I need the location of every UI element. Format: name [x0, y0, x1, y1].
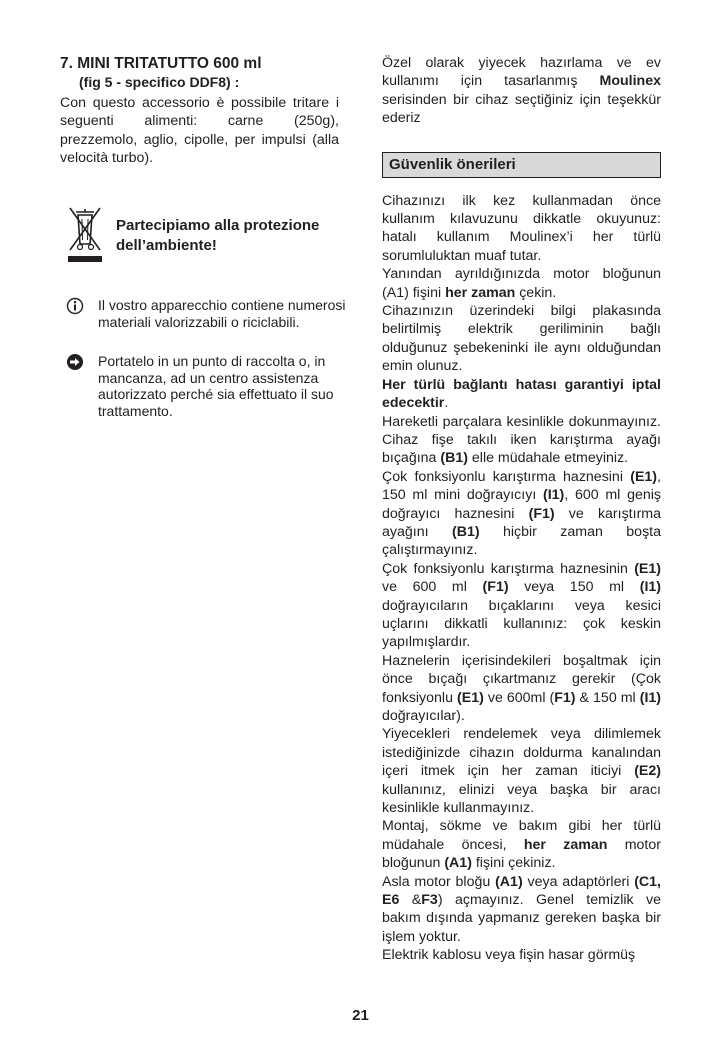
text-run: Yanından ayrıldığınızda motor bloğunun (A1) fişini	[382, 266, 661, 301]
page-number: 21	[352, 1007, 369, 1024]
bold-run: (E2)	[634, 763, 661, 780]
crossed-bin-icon	[66, 206, 104, 264]
bold-run: (I1)	[543, 487, 565, 504]
safety-paragraph	[382, 468, 661, 560]
text-run: , 600 ml geniş doğrayıcı haznesini	[382, 487, 661, 522]
text-run: &	[399, 892, 422, 909]
text-run: motor bloğunun	[382, 836, 661, 872]
text-run: veya 150 ml	[508, 579, 640, 596]
bold-run: F1)	[554, 689, 576, 706]
text-run: hiçbir zaman boşta çalıştırmayınız.	[382, 523, 661, 559]
text-run: Haznelerin içerisindekileri boşaltmak için önce bıçağı çıkartmanız gerekir (Çok fonksiyonlu	[382, 652, 661, 706]
bold-run: (A1)	[444, 855, 472, 872]
bold-run: (B1)	[440, 450, 468, 467]
safety-paragraph	[382, 725, 661, 817]
text-run: Asla motor bloğu	[382, 873, 496, 890]
safety-section-title: Güvenlik önerileri	[382, 152, 661, 178]
text-run: ve karıştırma ayağını	[382, 505, 661, 540]
text-run: Çok fonksiyonlu karıştırma haznesini	[382, 468, 631, 485]
text-run: ve 600 ml	[382, 579, 483, 596]
intro-paragraph: Con questo accessorio è possibile tritare i seguenti alimenti: carne (250g), prezzemolo, aglio, cipolle, per impulsi (alla velocità turbo).	[60, 95, 339, 167]
text-run: doğrayıcıların bıçaklarını veya kesici uçlarını dikkatli kullanınız: çok keskin yapılmışlardır.	[382, 597, 661, 651]
bold-run: (E1)	[630, 468, 658, 485]
bold-run: her zaman	[523, 836, 608, 853]
safety-paragraph	[382, 265, 661, 302]
text-run: Elektrik kablosu veya fişin hasar görmüş	[382, 947, 636, 964]
bold-run: (F1)	[482, 579, 509, 596]
text-run: , 150 ml mini doğrayıcıyı	[382, 468, 661, 504]
text-run: Hareketli parçalara kesinlikle dokunmayınız. Cihaz fişe takılı iken karıştırma ayağı bıçağına	[382, 413, 661, 467]
text-run: çekin.	[515, 284, 557, 301]
text-run: Yiyecekleri rendelemek veya dilimlemek istediğinizde cihazın doldurma kanalından içeri itmek için her zaman iticiyi	[382, 726, 661, 780]
bold-run: (C1, E6	[382, 873, 661, 909]
section-subheading: (fig 5 - specifico DDF8) :	[79, 74, 240, 90]
bold-run: F3	[421, 892, 438, 909]
bold-run: (I1)	[639, 579, 661, 596]
info-icon	[66, 297, 84, 315]
bold-run: Moulinex	[599, 73, 661, 90]
text-run: ve 600ml (	[483, 689, 555, 706]
welcome-paragraph	[382, 54, 661, 128]
bold-run: (A1)	[495, 873, 523, 890]
text-run: Cihazınızın üzerindeki bilgi plakasında belirtilmiş elektrik geriliminin bağlı olduğunuz şebekeninki ile aynı olduğundan emin olunuz.	[382, 303, 661, 375]
info-note	[66, 297, 346, 349]
environment-block	[66, 206, 346, 266]
section-heading: 7. MINI TRITATUTTO 600 ml	[60, 55, 262, 72]
bold-run: (B1)	[451, 523, 480, 540]
info-note-text: Il vostro apparecchio contiene numerosi materiali valorizzabili o riciclabili.	[98, 297, 346, 330]
right-column	[382, 54, 661, 965]
safety-paragraphs	[382, 192, 661, 965]
text-run: .	[444, 395, 449, 412]
left-column	[60, 54, 339, 168]
text-run: fişini çekiniz.	[471, 855, 556, 872]
safety-paragraph	[382, 652, 661, 726]
safety-paragraph	[382, 560, 661, 652]
text-run: veya adaptörleri	[522, 873, 635, 890]
safety-paragraph	[382, 817, 661, 872]
text-run: Özel olarak yiyecek hazırlama ve ev kullanımı için tasarlanmış	[382, 55, 661, 90]
text-run: & 150 ml	[575, 689, 640, 706]
environment-title: Partecipiamo alla protezione dell’ambiente!	[116, 217, 320, 254]
bold-run: Her türlü bağlantı hatası garantiyi iptal edecektir	[382, 376, 661, 412]
bold-run: her zaman	[445, 284, 516, 301]
bold-run: (F1)	[528, 505, 555, 522]
safety-paragraph	[382, 873, 661, 947]
text-run: Çok fonksiyonlu karıştırma haznesinin	[382, 560, 635, 577]
arrow-note-text: Portatelo in un punto di raccolta o, in mancanza, ad un centro assistenza autorizzato perché sia effettuato il suo trattamento.	[98, 353, 334, 419]
text-run: serisinden bir cihaz seçtiğiniz için teşekkür ederiz	[382, 91, 661, 127]
bold-run: (E1)	[634, 560, 661, 577]
text-run: kullanınız, elinizi veya başka bir aracı kesinlikle kullanmayınız.	[382, 781, 661, 817]
safety-paragraph	[382, 946, 661, 964]
arrow-right-icon	[66, 353, 84, 371]
text-run: doğrayıcılar).	[382, 708, 465, 724]
safety-paragraph	[382, 376, 661, 413]
safety-paragraph	[382, 413, 661, 468]
text-run: Cihazınızı ilk kez kullanmadan önce kullanım kılavuzunu dikkatle okuyunuz: hatalı kullanım Moulinex’i her türlü sorumluluktan muaf tutar.	[382, 192, 661, 264]
text-run: Montaj, sökme ve bakım gibi her türlü müdahale öncesi,	[382, 818, 661, 853]
safety-paragraph	[382, 192, 661, 266]
text-run: ) açmayınız. Genel temizlik ve bakım dışında yapmanız gereken başka bir işlem yoktur.	[382, 892, 662, 945]
bold-run: (E1)	[457, 689, 484, 706]
bold-run: (I1)	[639, 689, 662, 706]
arrow-note	[66, 353, 346, 423]
text-run: elle müdahale etmeyiniz.	[467, 450, 629, 467]
safety-paragraph	[382, 302, 661, 376]
